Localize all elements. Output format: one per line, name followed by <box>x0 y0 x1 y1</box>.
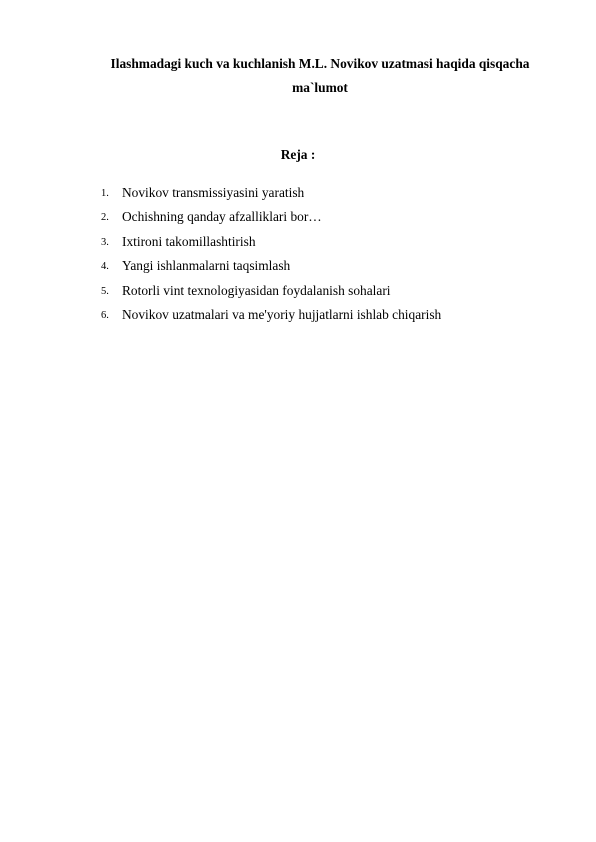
plan-item-number: 4. <box>101 261 109 273</box>
document-title <box>95 52 545 100</box>
plan-item-number: 5. <box>101 285 109 297</box>
document-title-line-1: Ilashmadagi kuch va kuchlanish M.L. Novikov uzatmasi haqida qisqacha <box>110 56 530 71</box>
plan-item-number: 3. <box>101 236 109 248</box>
plan-item-text: Yangi ishlanmalarni taqsimlash <box>122 258 291 274</box>
plan-item-text: Ixtironi takomillashtirish <box>122 233 256 249</box>
plan-item-text: Ochishning qanday afzalliklari bor… <box>122 209 322 225</box>
document-title-line-2: ma`lumot <box>292 80 348 95</box>
plan-item-number: 1. <box>101 188 109 199</box>
plan-item-number: 2. <box>101 212 109 224</box>
plan-heading: Reja : <box>280 147 316 162</box>
plan-item-number: 6. <box>101 309 109 321</box>
plan-item-text: Rotorli vint texnologiyasidan foydalanish sohalari <box>122 282 391 298</box>
plan-item-text: Novikov transmissiyasini yaratish <box>122 185 305 200</box>
plan-item-text: Novikov uzatmalari va me'yoriy hujjatlarni ishlab chiqarish <box>122 306 442 322</box>
